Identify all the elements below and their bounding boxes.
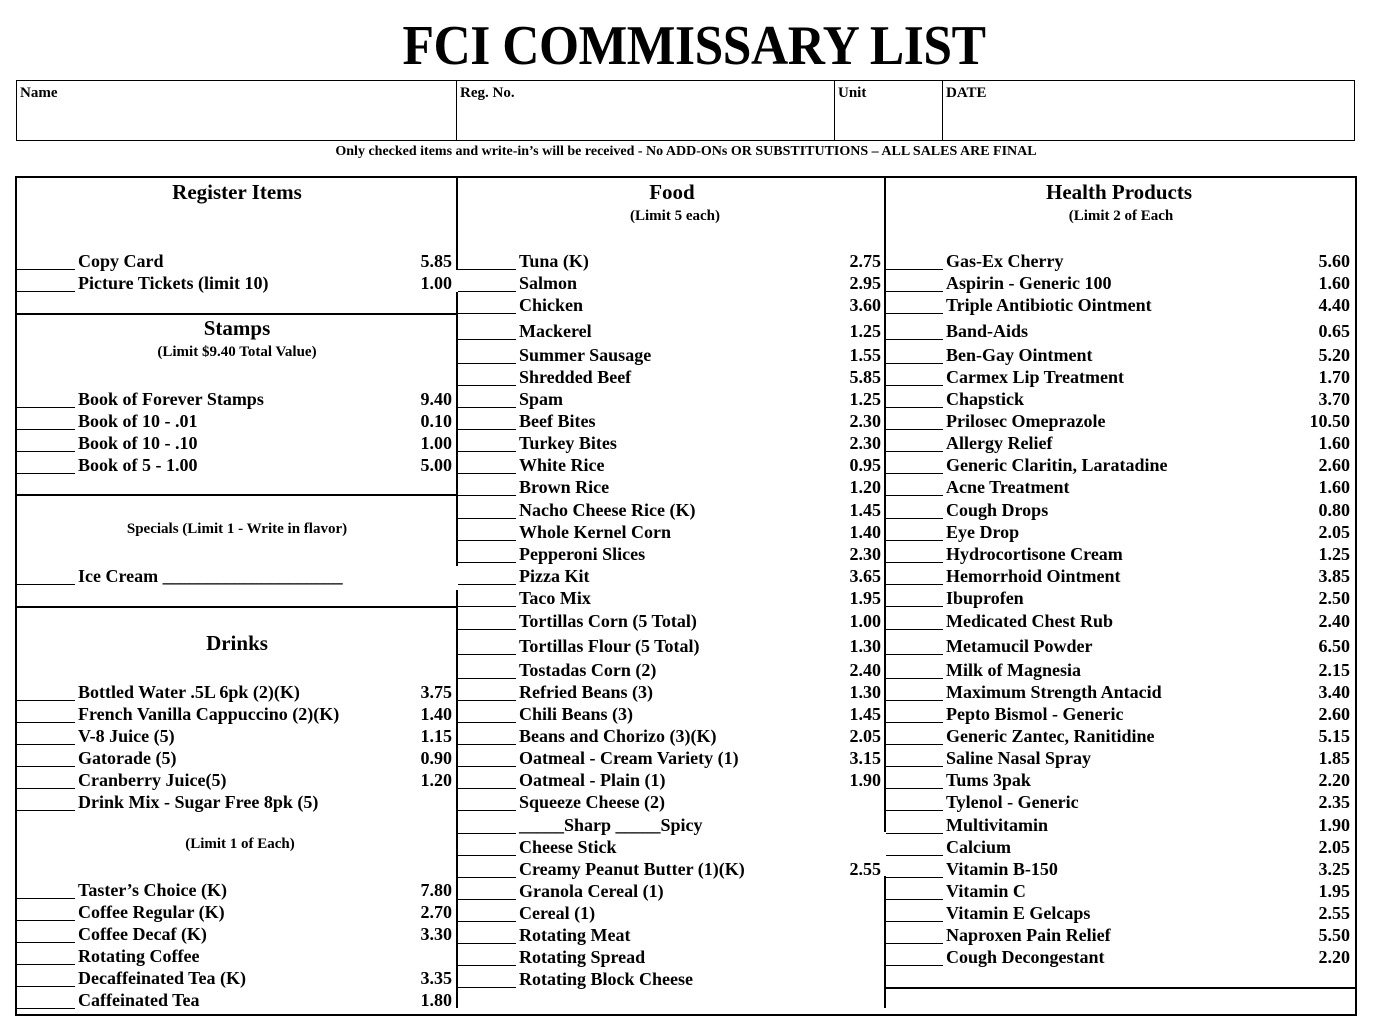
item-label: Taco Mix [519,588,591,608]
item-label: Squeeze Cheese (2) [519,792,665,812]
item-label: Ice Cream ____________________ [78,566,343,586]
item-label: Rotating Block Cheese [519,969,693,989]
item-price: 2.30 [849,544,881,564]
item-label: Band-Aids [946,321,1029,341]
item-price: 1.40 [849,522,881,542]
item-label: Turkey Bites [519,433,617,453]
item-label: Carmex Lip Treatment [946,367,1124,387]
item-label: Chili Beans (3) [519,704,634,724]
item-label: Generic Claritin, Laratadine [946,455,1168,475]
list-item [17,921,452,943]
divider [15,494,457,496]
list-item [886,608,1350,630]
list-item [458,452,881,474]
list-item [17,987,452,1009]
item-price: 2.60 [1318,704,1350,724]
item-label: Book of 5 - 1.00 [78,455,198,475]
item-price: 1.45 [849,704,881,724]
list-item [17,767,452,789]
page-title: FCI COMMISSARY LIST [402,15,986,77]
drinks-heading: Drinks [206,631,268,655]
quantity-blank[interactable] [886,654,943,655]
item-price: 2.70 [420,902,452,922]
quantity-blank[interactable] [17,584,75,585]
item-label: Ibuprofen [946,588,1024,608]
unit-label: Unit [838,85,867,101]
item-price: 0.10 [420,411,452,431]
list-item [458,608,881,630]
item-label: White Rice [519,455,605,475]
item-price: 1.60 [1318,273,1350,293]
list-item [886,270,1350,292]
quantity-blank[interactable] [17,1008,75,1009]
list-item [886,408,1350,430]
item-price: 1.60 [1318,433,1350,453]
item-label: Summer Sausage [519,345,652,365]
item-price: 4.40 [1318,295,1350,315]
item-label: Granola Cereal (1) [519,881,664,901]
item-price: 3.85 [1318,566,1350,586]
quantity-blank[interactable] [458,339,516,340]
item-label: Eye Drop [946,522,1020,542]
list-item [886,292,1350,314]
item-label: Calcium [946,837,1011,857]
item-price: 1.25 [849,321,881,341]
item-price: 3.15 [849,748,881,768]
list-item [458,541,881,563]
quantity-blank[interactable] [886,495,943,496]
item-price: 5.85 [420,251,452,271]
item-price: 5.00 [420,455,452,475]
list-item [17,965,452,987]
item-label: Creamy Peanut Butter (1)(K) [519,859,745,879]
divider [884,987,1356,989]
item-label: Saline Nasal Spray [946,748,1092,768]
item-label: Oatmeal - Cream Variety (1) [519,748,739,768]
list-item [886,342,1350,364]
item-label: Hydrocortisone Cream [946,544,1123,564]
item-price: 2.75 [849,251,881,271]
item-price: 1.95 [1318,881,1350,901]
item-label: Shredded Beef [519,367,632,387]
item-label: Hemorrhoid Ointment [946,566,1121,586]
list-item [458,679,881,701]
item-price: 1.25 [849,389,881,409]
item-label: Mackerel [519,321,592,341]
list-item [458,633,881,655]
item-price: 2.95 [849,273,881,293]
item-price: 3.70 [1318,389,1350,409]
list-item [458,944,881,966]
item-price: 1.85 [1318,748,1350,768]
list-item [458,430,881,452]
item-price: 2.55 [849,859,881,879]
item-label: Triple Antibiotic Ointment [946,295,1152,315]
item-price: 1.80 [420,990,452,1010]
stamps-heading: Stamps [203,316,271,340]
notice-text: Only checked items and write-in’s will be received - No ADD-ONs OR SUBSTITUTIONS – ALL SALES ARE FINAL [335,144,1037,159]
item-price: 9.40 [420,389,452,409]
item-price: 1.40 [420,704,452,724]
item-price: 2.05 [1318,837,1350,857]
item-label: Naproxen Pain Relief [946,925,1111,945]
item-label: Cheese Stick [519,837,617,857]
item-label: Vitamin E Gelcaps [946,903,1091,923]
item-price: 1.30 [849,636,881,656]
item-label: _____Sharp _____Spicy [519,815,703,835]
list-item [886,497,1350,519]
list-item [886,856,1350,878]
register-items-heading: Register Items [172,180,302,204]
item-label: Milk of Magnesia [946,660,1081,680]
item-label: Book of 10 - .10 [78,433,198,453]
unit-field[interactable] [834,80,943,141]
list-item [458,878,881,900]
item-price: 3.25 [1318,859,1350,879]
item-label: Ben-Gay Ointment [946,345,1093,365]
item-label: Oatmeal - Plain (1) [519,770,666,790]
item-price: 2.15 [1318,660,1350,680]
list-item [886,430,1350,452]
item-price: 2.60 [1318,455,1350,475]
list-item [458,900,881,922]
list-item [886,723,1350,745]
list-item [17,563,452,585]
item-label: Brown Rice [519,477,610,497]
item-price: 3.30 [420,924,452,944]
item-label: Acne Treatment [946,477,1070,497]
list-item [886,563,1350,585]
list-item [886,679,1350,701]
list-item [458,767,881,789]
item-price: 1.15 [420,726,452,746]
quantity-blank[interactable] [886,810,943,811]
item-label: Coffee Regular (K) [78,902,225,922]
item-price: 3.65 [849,566,881,586]
item-label: Tortillas Corn (5 Total) [519,611,697,631]
item-label: Metamucil Powder [946,636,1093,656]
quantity-blank[interactable] [458,495,516,496]
item-label: Cranberry Juice(5) [78,770,227,790]
item-price: 1.20 [849,477,881,497]
item-label: Refried Beans (3) [519,682,653,702]
item-price: 7.80 [420,880,452,900]
item-label: Generic Zantec, Ranitidine [946,726,1155,746]
item-price: 2.40 [1318,611,1350,631]
date-label: DATE [946,85,987,101]
item-label: Nacho Cheese Rice (K) [519,500,696,520]
item-price: 1.00 [420,433,452,453]
item-price: 1.90 [849,770,881,790]
list-item [17,408,452,430]
item-label: Prilosec Omeprazole [946,411,1106,431]
quantity-blank[interactable] [17,473,75,474]
item-label: Beans and Chorizo (3)(K) [519,726,717,746]
quantity-blank[interactable] [458,313,516,314]
list-item [886,834,1350,856]
list-item [458,657,881,679]
item-price: 1.55 [849,345,881,365]
list-item [886,318,1350,340]
item-price: 2.50 [1318,588,1350,608]
item-label: Maximum Strength Antacid [946,682,1162,702]
item-label: Cereal (1) [519,903,596,923]
item-label: Rotating Coffee [78,946,200,966]
list-item [886,585,1350,607]
quantity-blank[interactable] [886,629,943,630]
item-label: Beef Bites [519,411,596,431]
item-label: Taster’s Choice (K) [78,880,227,900]
list-item [886,900,1350,922]
list-item [886,248,1350,270]
item-label: Pepperoni Slices [519,544,646,564]
list-item [17,745,452,767]
item-price: 6.50 [1318,636,1350,656]
item-label: Cough Drops [946,500,1049,520]
list-item [886,386,1350,408]
item-price: 1.00 [849,611,881,631]
list-item [886,745,1350,767]
drinks-limit: (Limit 1 of Each) [185,836,295,852]
item-label: Tuna (K) [519,251,589,271]
list-item [17,701,452,723]
list-item [458,270,881,292]
item-label: Vitamin C [946,881,1026,901]
item-price: 0.65 [1318,321,1350,341]
list-item [458,834,881,856]
list-item [458,723,881,745]
reg-no-field[interactable] [456,80,835,141]
item-price: 1.95 [849,588,881,608]
item-price: 3.35 [420,968,452,988]
list-item [458,386,881,408]
quantity-blank[interactable] [458,629,516,630]
list-item [458,408,881,430]
item-price: 3.60 [849,295,881,315]
item-price: 0.80 [1318,500,1350,520]
list-item [17,430,452,452]
reg-no-label: Reg. No. [460,85,515,101]
name-label: Name [20,85,58,101]
list-item [17,248,452,270]
item-label: Pepto Bismol - Generic [946,704,1124,724]
item-label: Allergy Relief [946,433,1053,453]
list-item [886,944,1350,966]
list-item [886,922,1350,944]
list-item [17,270,452,292]
list-item [886,474,1350,496]
item-label: Copy Card [78,251,164,271]
list-item [886,789,1350,811]
quantity-blank[interactable] [458,987,516,988]
list-item [17,679,452,701]
item-label: Salmon [519,273,578,293]
item-label: Aspirin - Generic 100 [946,273,1112,293]
item-price: 1.90 [1318,815,1350,835]
item-price: 2.05 [1318,522,1350,542]
quantity-blank[interactable] [458,606,516,607]
item-label: Drink Mix - Sugar Free 8pk (5) [78,792,319,812]
list-item [17,452,452,474]
item-price: 0.90 [420,748,452,768]
item-price: 1.70 [1318,367,1350,387]
name-field[interactable] [16,80,457,141]
item-price: 2.35 [1318,792,1350,812]
list-item [17,386,452,408]
date-field[interactable] [942,80,1355,141]
list-item [458,812,881,834]
item-label: Pizza Kit [519,566,590,586]
quantity-blank[interactable] [886,339,943,340]
item-label: Coffee Decaf (K) [78,924,207,944]
item-price: 2.55 [1318,903,1350,923]
list-item [886,657,1350,679]
item-label: Rotating Meat [519,925,631,945]
food-heading: Food [649,180,695,204]
quantity-blank[interactable] [886,313,943,314]
quantity-blank[interactable] [458,654,516,655]
item-price: 3.40 [1318,682,1350,702]
item-price: 1.45 [849,500,881,520]
item-price: 2.20 [1318,947,1350,967]
quantity-blank[interactable] [17,291,75,292]
list-item [458,856,881,878]
list-item [886,519,1350,541]
item-label: Tums 3pak [946,770,1031,790]
list-item [458,519,881,541]
list-item [458,789,881,811]
list-item [886,701,1350,723]
item-label: Spam [519,389,564,409]
item-price: 1.30 [849,682,881,702]
list-item [458,701,881,723]
item-price: 2.40 [849,660,881,680]
list-item [17,789,452,811]
list-item [458,474,881,496]
item-price: 1.20 [420,770,452,790]
item-label: Rotating Spread [519,947,646,967]
list-item [458,922,881,944]
item-label: Medicated Chest Rub [946,611,1113,631]
list-item [886,878,1350,900]
item-price: 5.20 [1318,345,1350,365]
item-label: Whole Kernel Corn [519,522,671,542]
list-item [458,563,881,585]
list-item [458,364,881,386]
list-item [17,899,452,921]
list-item [886,452,1350,474]
item-label: Book of Forever Stamps [78,389,264,409]
divider [15,606,457,608]
food-limit: (Limit 5 each) [630,208,720,224]
item-label: Vitamin B-150 [946,859,1058,879]
list-item [886,633,1350,655]
item-price: 5.15 [1318,726,1350,746]
list-item [17,943,452,965]
item-price: 5.50 [1318,925,1350,945]
item-label: Chapstick [946,389,1025,409]
quantity-blank[interactable] [17,810,75,811]
list-item [458,248,881,270]
list-item [458,342,881,364]
item-label: Caffeinated Tea [78,990,200,1010]
item-price: 2.05 [849,726,881,746]
list-item [886,541,1350,563]
item-price: 2.30 [849,411,881,431]
stamps-limit: (Limit $9.40 Total Value) [157,344,317,360]
item-price: 10.50 [1309,411,1350,431]
item-label: French Vanilla Cappuccino (2)(K) [78,704,340,724]
item-label: Gas-Ex Cherry [946,251,1064,271]
item-price: 2.30 [849,433,881,453]
item-price: 2.20 [1318,770,1350,790]
item-label: Chicken [519,295,584,315]
item-label: Picture Tickets (limit 10) [78,273,269,293]
list-item [886,364,1350,386]
item-price: 1.60 [1318,477,1350,497]
health-heading: Health Products [1045,180,1193,204]
item-price: 5.85 [849,367,881,387]
item-label: Cough Decongestant [946,947,1105,967]
quantity-blank[interactable] [458,810,516,811]
list-item [17,877,452,899]
list-item [458,497,881,519]
item-price: 3.75 [420,682,452,702]
item-label: V-8 Juice (5) [78,726,175,746]
item-label: Tortillas Flour (5 Total) [519,636,700,656]
item-price: 1.00 [420,273,452,293]
health-limit: (Limit 2 of Each [1068,208,1174,224]
item-label: Decaffeinated Tea (K) [78,968,246,988]
item-label: Bottled Water .5L 6pk (2)(K) [78,682,300,702]
item-label: Multivitamin [946,815,1048,835]
list-item [458,318,881,340]
list-item [458,292,881,314]
item-label: Tostadas Corn (2) [519,660,657,680]
list-item [886,812,1350,834]
list-item [886,767,1350,789]
specials-heading: Specials (Limit 1 - Write in flavor) [126,521,348,537]
list-item [17,723,452,745]
divider [15,313,457,315]
item-price: 1.25 [1318,544,1350,564]
quantity-blank[interactable] [886,606,943,607]
item-price: 0.95 [849,455,881,475]
item-label: Gatorade (5) [78,748,177,768]
list-item [458,745,881,767]
item-label: Tylenol - Generic [946,792,1079,812]
item-price: 5.60 [1318,251,1350,271]
list-item [458,966,881,988]
list-item [458,585,881,607]
quantity-blank[interactable] [886,965,943,966]
item-label: Book of 10 - .01 [78,411,198,431]
